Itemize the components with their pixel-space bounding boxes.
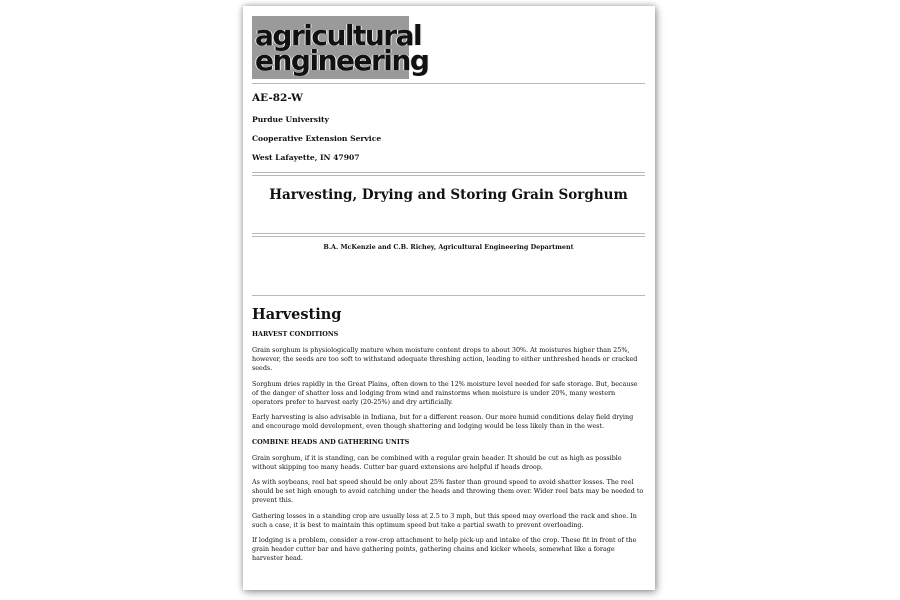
logo-line-1: agricultural bbox=[255, 18, 422, 52]
document-title: Harvesting, Drying and Storing Grain Sorghum bbox=[269, 187, 628, 203]
page-content bbox=[252, 16, 645, 564]
section-heading: Harvesting bbox=[252, 306, 342, 323]
subheading-harvest-conditions: HARVEST CONDITIONS bbox=[252, 330, 339, 338]
paragraph: If lodging is a problem, consider a row-crop attachment to help pick-up and intake of the crop. These fit in front of the grain header cutter bar and have gathering points, gathering chains and kicker wheels, somewhat like a forage harvester head. bbox=[252, 536, 637, 563]
university-name: Purdue University bbox=[252, 115, 329, 124]
logo-line-2: engineering bbox=[255, 43, 429, 77]
divider bbox=[252, 83, 645, 84]
paragraph: As with soybeans, reel bat speed should be only about 25% faster than ground speed to avoid shatter losses. The reel should be set high enough to avoid catching under the heads and throwing them over. Wider reel bats may be needed to prevent this. bbox=[252, 478, 644, 505]
document-page bbox=[243, 6, 655, 590]
subheading-combine-heads: COMBINE HEADS AND GATHERING UNITS bbox=[252, 437, 410, 446]
extension-service: Cooperative Extension Service bbox=[252, 134, 382, 143]
agricultural-engineering-logo bbox=[252, 16, 429, 79]
authors-line: B.A. McKenzie and C.B. Richey, Agricultural Engineering Department bbox=[323, 243, 574, 251]
paragraph: Gathering losses in a standing crop are usually less at 2.5 to 3 mph, but this speed may overload the rack and shoe. In such a case, it is best to maintain this optimum speed but take a partial swath to prevent overloading. bbox=[252, 511, 637, 529]
publication-code: AE-82-W bbox=[252, 92, 303, 104]
paragraph: Early harvesting is also advisable in Indiana, but for a different reason. Our more humid conditions delay field drying and encourage mold development, even though shattering and lodging would be less likely than in the west. bbox=[252, 413, 634, 431]
paragraph: Sorghum dries rapidly in the Great Plains, often down to the 12% moisture level needed for safe storage. But, because of the danger of shatter loss and lodging from wind and rainstorms when moisture is under 20%, many western operators prefer to harvest early (20-25%) and dry artificially. bbox=[252, 379, 638, 407]
paragraph: Grain sorghum, if it is standing, can be combined with a regular grain header. It should be cut as high as possible without skipping too many heads. Cutter bar guard extensions are helpful if heads droop. bbox=[252, 453, 622, 471]
paragraph: Grain sorghum is physiologically mature when moisture content drops to about 30%. At moistures higher than 25%, however, the seeds are too soft to withstand adequate threshing action, leading to either unthreshed heads or cracked seeds. bbox=[252, 346, 638, 373]
address: West Lafayette, IN 47907 bbox=[252, 153, 360, 162]
